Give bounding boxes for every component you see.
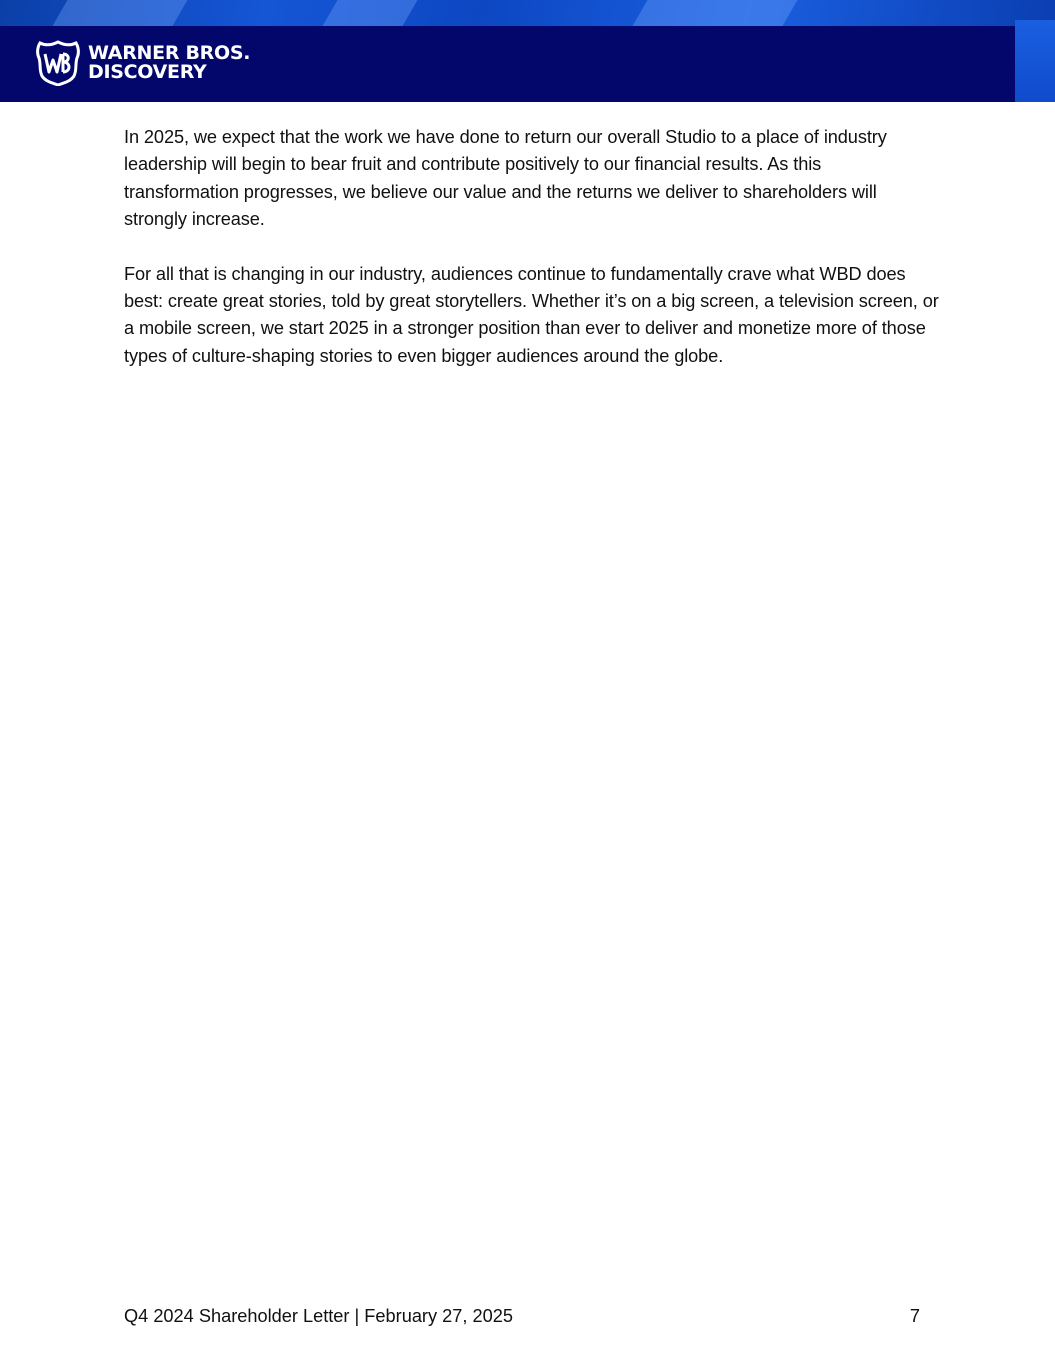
header-streak <box>322 0 417 26</box>
page-footer <box>124 1303 920 1329</box>
body-text <box>124 124 939 397</box>
wb-shield-icon <box>36 40 80 86</box>
paragraph: In 2025, we expect that the work we have done to return our overall Studio to a place of industry leadership will begin to bear fruit and contribute positively to our financial results. As this transformation progresses, we believe our value and the returns we deliver to shareholders will strongly increase. <box>124 127 887 230</box>
page-header <box>0 0 1055 102</box>
page-number: 7 <box>909 1306 920 1326</box>
logo-wordmark <box>88 44 250 82</box>
footer-document-label: Q4 2024 Shareholder Letter | February 27, 2025 <box>124 1306 513 1326</box>
logo-line-1: WARNER BROS. <box>88 42 251 64</box>
header-streak <box>52 0 187 26</box>
logo-line-2: DISCOVERY <box>88 61 207 83</box>
header-right-edge <box>1015 20 1055 102</box>
paragraph: For all that is changing in our industry, audiences continue to fundamentally crave what WBD does best: create great stories, told by great storytellers. Whether it’s on a big screen, a television screen, or a mobile screen, we start 2025 in a stronger position than ever to deliver and monetize more of those types of culture-shaping stories to even bigger audiences around the globe. <box>124 263 939 366</box>
header-streak <box>632 0 797 26</box>
company-logo <box>36 40 250 86</box>
